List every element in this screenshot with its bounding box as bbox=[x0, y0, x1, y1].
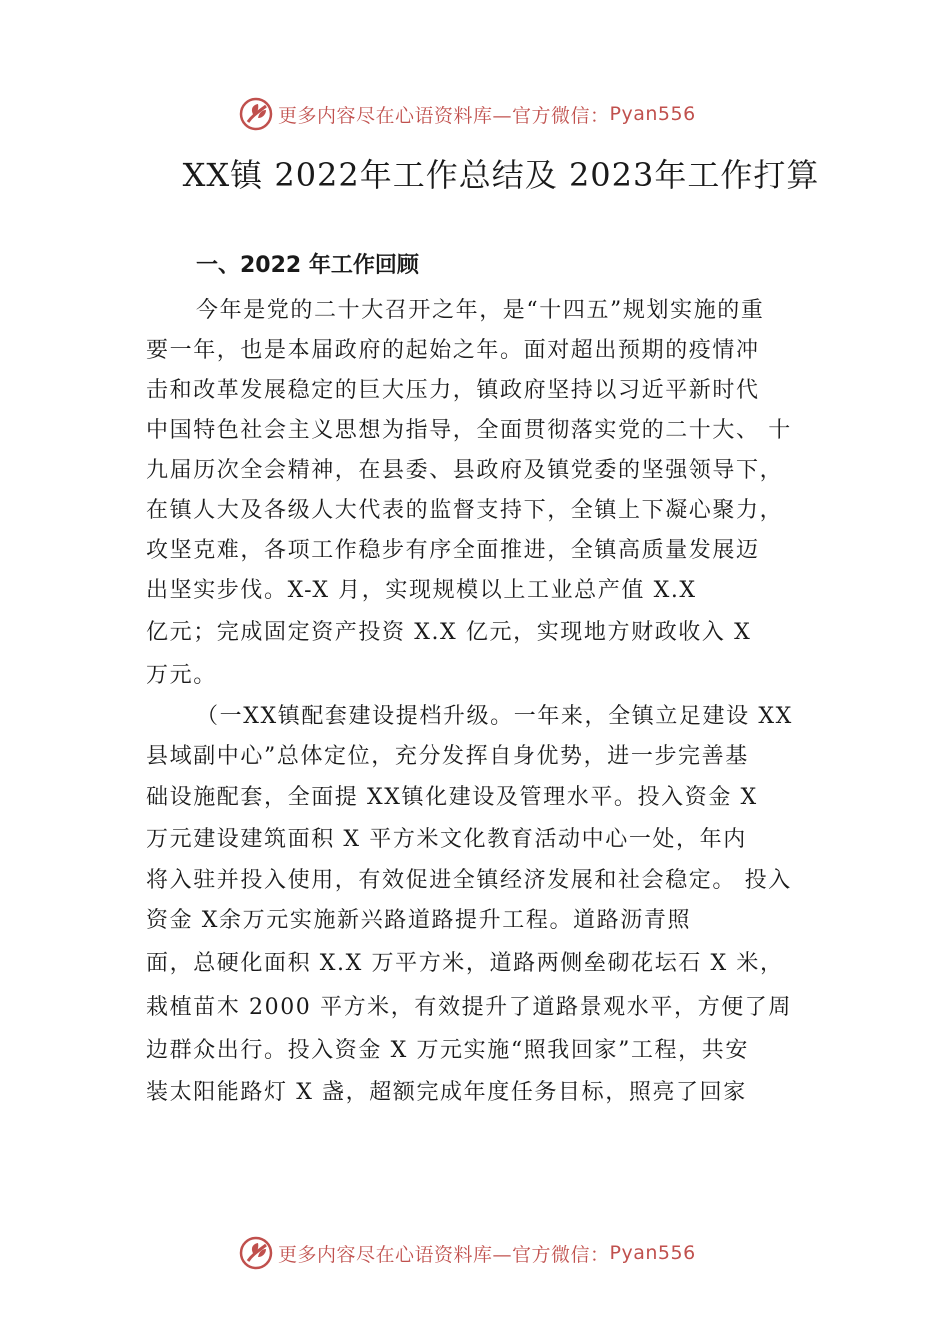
body-line: 击和改革发展稳定的巨大压力，镇政府坚持以习近平新时代 bbox=[146, 378, 760, 403]
watermark-wechat-id: Pyan556 bbox=[609, 1242, 696, 1264]
body-line: 今年是党的二十大召开之年，是“十四五”规划实施的重 bbox=[196, 298, 765, 323]
body-line: 边群众出行。投入资金 X 万元实施“照我回家”工程，共安 bbox=[146, 1038, 749, 1063]
section-heading: 一、2022 年工作回顾 bbox=[196, 253, 419, 278]
body-line: 栽植苗木 2000 平方米，有效提升了道路景观水平，方便了周 bbox=[146, 995, 792, 1020]
body-line: 九届历次全会精神，在县委、县政府及镇党委的坚强领导下， bbox=[146, 458, 784, 483]
body-line: （一XX镇配套建设提档升级。一年来，全镇立足建设 XX bbox=[196, 704, 793, 729]
body-line: 础设施配套，全面提 XX镇化建设及管理水平。投入资金 X bbox=[146, 785, 758, 810]
body-line: 要一年，也是本届政府的起始之年。面对超出预期的疫情冲 bbox=[146, 338, 760, 363]
body-line: 装太阳能路灯 X 盏，超额完成年度任务目标，照亮了回家 bbox=[146, 1080, 747, 1105]
body-line: 中国特色社会主义思想为指导，全面贯彻落实党的二十大、 十 bbox=[146, 418, 792, 443]
body-line: 出坚实步伐。X-X 月，实现规模以上工业总产值 X.X bbox=[146, 578, 697, 603]
watermark-banner-bottom bbox=[238, 1233, 696, 1273]
body-line: 在镇人大及各级人大代表的监督支持下，全镇上下凝心聚力， bbox=[146, 498, 784, 523]
watermark-banner-top bbox=[238, 94, 696, 134]
body-line: 万元。 bbox=[146, 663, 217, 688]
body-line: 将入驻并投入使用，有效促进全镇经济发展和社会稳定。 投入 bbox=[146, 868, 792, 893]
watermark-text: 更多内容尽在心语资料库—官方微信： bbox=[278, 104, 610, 127]
sprout-logo-icon bbox=[238, 96, 274, 132]
watermark-text: 更多内容尽在心语资料库—官方微信： bbox=[278, 1243, 610, 1266]
sprout-logo-icon bbox=[238, 1235, 274, 1271]
body-line: 亿元；完成固定资产投资 X.X 亿元，实现地方财政收入 X bbox=[146, 620, 752, 645]
watermark-wechat-id: Pyan556 bbox=[609, 103, 696, 125]
body-line: 县域副中心”总体定位，充分发挥自身优势，进一步完善基 bbox=[146, 744, 749, 769]
document-title: XX镇 2022年工作总结及 2023年工作打算 bbox=[182, 156, 820, 194]
body-line: 面，总硬化面积 X.X 万平方米，道路两侧垒砌花坛石 X 米， bbox=[146, 951, 784, 976]
body-line: 资金 X余万元实施新兴路道路提升工程。道路沥青照 bbox=[146, 908, 692, 933]
body-line: 万元建设建筑面积 X 平方米文化教育活动中心一处，年内 bbox=[146, 827, 747, 852]
body-line: 攻坚克难，各项工作稳步有序全面推进，全镇高质量发展迈 bbox=[146, 538, 760, 563]
